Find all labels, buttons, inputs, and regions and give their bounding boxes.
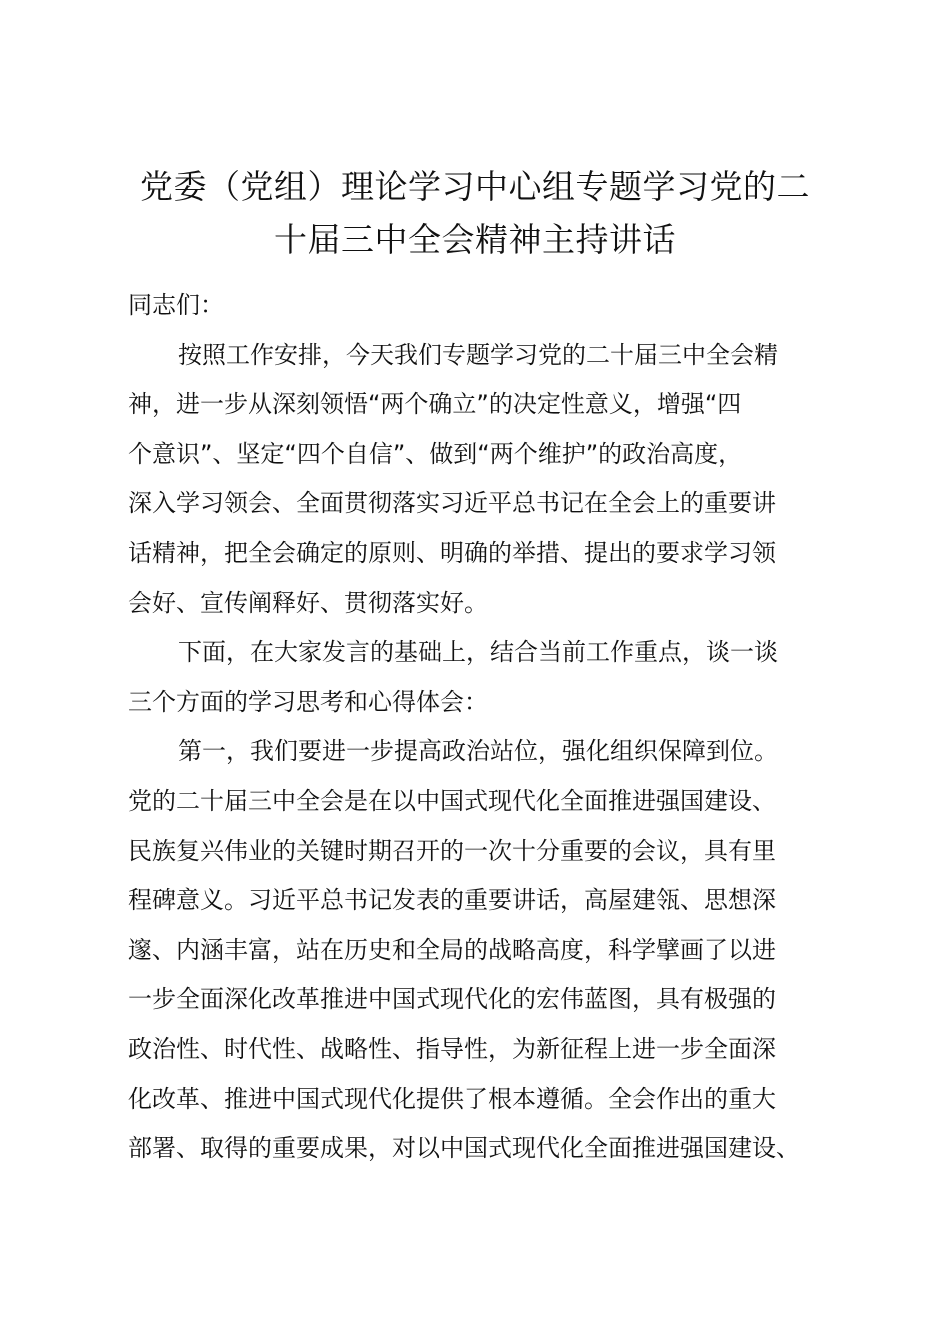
paragraph-3-line-4: 程碑意义。习近平总书记发表的重要讲话，高屋建瓴、思想深 <box>128 886 776 915</box>
paragraph-1-line-4: 深入学习领会、全面贯彻落实习近平总书记在全会上的重要讲 <box>128 489 776 518</box>
paragraph-3-line-1: 第一，我们要进一步提高政治站位，强化组织保障到位。 <box>178 737 778 766</box>
salutation-text: 同志们： <box>128 291 224 319</box>
paragraph-3-line-9: 部署、取得的重要成果，对以中国式现代化全面推进强国建设、 <box>128 1134 800 1163</box>
paragraph-1-line-6: 会好、宣传阐释好、贯彻落实好。 <box>128 588 488 617</box>
paragraph-1 <box>128 331 838 629</box>
paragraph-1-line-5: 话精神，把全会确定的原则、明确的举措、提出的要求学习领 <box>128 538 776 567</box>
title-line-2: 十届三中全会精神主持讲话 <box>274 220 676 259</box>
paragraph-2-line-2: 三个方面的学习思考和心得体会： <box>128 687 488 716</box>
paragraph-3-line-3: 民族复兴伟业的关键时期召开的一次十分重要的会议，具有里 <box>128 836 776 865</box>
paragraph-3-line-5: 邃、内涵丰富，站在历史和全局的战略高度，科学擘画了以进 <box>128 935 776 964</box>
paragraph-2 <box>128 628 838 727</box>
paragraph-2-line-1: 下面，在大家发言的基础上，结合当前工作重点，谈一谈 <box>178 638 778 667</box>
paragraph-1-line-3: 个意识”、坚定“四个自信”、做到“两个维护”的政治高度， <box>128 439 743 468</box>
paragraph-3-line-8: 化改革、推进中国式现代化提供了根本遵循。全会作出的重大 <box>128 1084 776 1113</box>
title-line-1: 党委（党组）理论学习中心组专题学习党的二 <box>140 167 810 206</box>
paragraph-1-line-2: 神，进一步从深刻领悟“两个确立”的决定性意义，增强“四 <box>128 390 742 419</box>
paragraph-3-line-7: 政治性、时代性、战略性、指导性，为新征程上进一步全面深 <box>128 1034 776 1063</box>
document-title <box>100 160 850 266</box>
paragraph-1-line-1: 按照工作安排，今天我们专题学习党的二十届三中全会精 <box>178 340 778 369</box>
paragraph-3-line-6: 一步全面深化改革推进中国式现代化的宏伟蓝图，具有极强的 <box>128 985 776 1014</box>
paragraph-3-line-2: 党的二十届三中全会是在以中国式现代化全面推进强国建设、 <box>128 786 776 815</box>
paragraph-3 <box>128 727 838 1173</box>
salutation <box>128 281 838 331</box>
document-body <box>128 281 838 1174</box>
